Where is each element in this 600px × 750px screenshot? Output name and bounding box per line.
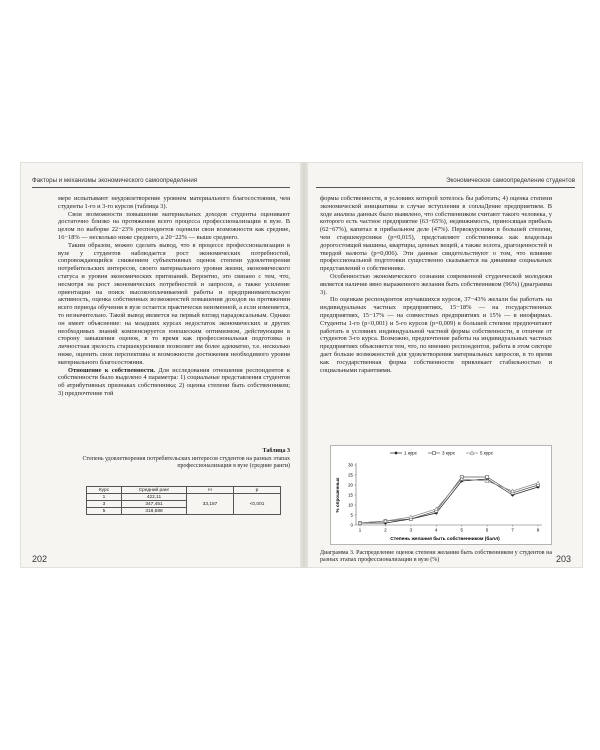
left-page <box>20 162 300 568</box>
left-paragraph: Таким образом, можно сделать вывод, что в процессе профессионализации в вузе у студентов наблюдается рост экономических потребностей, сопровождающийся снижением субъективных оценок степени удовлетворения потребительских интересов, своего материального уровня жизни, экономического статуса и уровня экономических притязаний. Вероятно, это связано с тем, что, несмотря на рост экономических потребностей и запросов, а также усиление ориентации на поиск высокооплачиваемой работы и предпринимательскую активность, оценка собственных возможностей повышения доходов на протяжении всего периода обучения в вузе остается практически неизменной, а если изменяется, то незначительно. Такой вывод является на первый взгляд парадоксальным. Однако он имеет объяснение: на младших курсах недостаток экономических и других необходимых знаний компенсируется юношеским оптимизмом, действующим в сторону завышения оценок, в то время как профессиональная подготовка и личностная зрелость старшекурсников позволяет им более адекватно, т.е. несколько ниже, оценить свои перспективы и возможности достижения необходимого уровня материального благосостояния. <box>58 241 290 366</box>
ownership-text: Для исследования отношения респондентов к собственности было выделено 4 параметра: 1) социальные представления студентов об атрибутивных признаках собственника; 2) оценка степени быть собственником; 3) предпочтение той <box>58 366 290 397</box>
table-header-cell: H <box>187 487 234 494</box>
right-page <box>308 162 583 568</box>
left-header-rule <box>32 187 290 188</box>
y-tick-label: 0 <box>350 522 353 528</box>
table-caption-block <box>58 448 290 471</box>
left-running-header: Факторы и механизмы экономического самоопределения <box>32 177 198 184</box>
data-point-square <box>433 452 436 455</box>
left-page-number: 202 <box>32 554 48 564</box>
table-header-cell: Средний ранг <box>122 487 187 494</box>
y-tick-label: 15 <box>348 492 353 498</box>
chart-frame <box>331 446 552 545</box>
chart-y-label: % опрошенных <box>335 477 340 513</box>
right-paragraph: Особенностью экономического сознания современной студенческой молодежи является наличие явно выраженного желания быть собственником (96%) (диаграмма 3). <box>320 272 552 296</box>
x-tick-label: 3 <box>409 527 413 533</box>
right-header-rule <box>316 187 575 188</box>
y-tick-label: 20 <box>348 482 353 488</box>
x-tick-label: 1 <box>358 527 362 533</box>
chart-x-label: Степень желания быть собственником (балл) <box>390 537 500 542</box>
table-cell: 318,588 <box>122 508 187 515</box>
table-number: Таблица 3 <box>262 448 290 454</box>
x-tick-label: 6 <box>485 527 489 533</box>
left-paragraph: Свои возможности повышения материальных доходов студенты оценивают достаточно близко на протяжении всего процесса профессионализации в вузе. В целом по выборке 22−23% респондентов оценили свои возможности как средние, 16−18% — несколько ниже среднего, а 20−22% — выше среднего. <box>58 210 290 241</box>
y-tick-label: 10 <box>348 502 353 508</box>
x-tick-label: 4 <box>435 527 438 533</box>
table-3 <box>86 486 281 515</box>
data-point-square <box>486 476 489 479</box>
table-cell: 422,11 <box>122 494 187 501</box>
table-cell: 5 <box>87 508 122 515</box>
left-body-text <box>58 195 290 398</box>
ownership-heading: Отношение к собственности. <box>68 366 156 374</box>
table-cell: 3 <box>87 501 122 508</box>
table-cell-h: 33,187 <box>187 494 234 515</box>
legend-label: 3 курс <box>442 450 455 456</box>
table-header-row <box>87 487 281 494</box>
right-body-text <box>320 195 552 374</box>
x-tick-label: 5 <box>460 527 463 533</box>
table-header-cell: p <box>234 487 281 494</box>
table-cell: 1 <box>87 494 122 501</box>
x-tick-label: 2 <box>384 527 387 533</box>
right-paragraph: формы собственности, в условиях которой хотелось бы работать; 4) оценка степени экономической инициативы в случае вступления в соплаДение предприятием. В ходе анализа данных было выявлено, что собственником считают такого человека, у которого есть частное предприятие (63−65%), недвижимость, приносящая прибыль (62−67%), капитал в прибыльном деле (47%). Первокурсники в большей степени, чем старшекурсники (р=0,015), представляют собственника как владельца дорогостоящей машины, квартиры, ценных вещей, а также золота, драгоценностей и твердой валюты (р=0,006). Эти данные свидетельствуют о том, что влияние профессиональной подготовки существенно сказывается на динамике социальных представлений о собственнике. <box>320 195 552 273</box>
right-page-number: 203 <box>556 554 572 564</box>
table-header-cell: Курс <box>87 487 122 494</box>
table-row <box>87 494 281 501</box>
y-tick-label: 5 <box>350 512 353 518</box>
right-running-header: Экономическое самоопределение студентов <box>446 177 575 184</box>
right-paragraph: По оценкам респондентов изучавшихся курсов, 37−43% желали бы работать на индивидуальных частных предприятиях, 15−18% — на государственных предприятиях, 15−17% — на совместных предприятиях и 15% — в инофирмах. Студенты 1-го (р<0,001) и 5-го курсов (р=0,009) в большей степени предпочитают работать в условиях индивидуальной частной формы собственности, в отличие от студентов 3-го курса. Возможно, предпочтение работы на индивидуальных частных предприятиях объясняется тем, что, по мнению респондентов, работа в этом секторе дает больше возможностей для удовлетворения материальных запросов, в то время как государственная форма собственности привлекает стабильностью и социальными гарантиями. <box>320 296 552 374</box>
book-gutter <box>300 162 308 568</box>
y-tick-label: 30 <box>348 462 353 468</box>
table-cell: 347,451 <box>122 501 187 508</box>
x-tick-label: 8 <box>536 527 540 533</box>
diagram-3-chart <box>330 445 552 545</box>
left-paragraph-ownership <box>58 367 290 398</box>
table-caption: Степень удовлетворения потребительских интересов студентов на разных этапах профессионализации в вузе (средние ранги) <box>82 455 290 469</box>
legend-label: 1 курс <box>404 450 417 456</box>
left-paragraph: мере испытывают неудовлетворение уровнем материального благосостояния, чем студенты 1-го и 3-го курсов (таблица 3). <box>58 195 290 210</box>
book-spread <box>20 162 583 568</box>
x-tick-label: 7 <box>511 527 514 533</box>
table-cell-p: <0,001 <box>234 494 281 515</box>
diagram-caption: Диаграмма 3. Распределение оценок степени желания быть собственником у студентов на разных этапах профессионализации в вузе (%) <box>320 550 552 564</box>
legend-label: 5 курс <box>480 450 493 456</box>
y-tick-label: 25 <box>348 472 353 478</box>
